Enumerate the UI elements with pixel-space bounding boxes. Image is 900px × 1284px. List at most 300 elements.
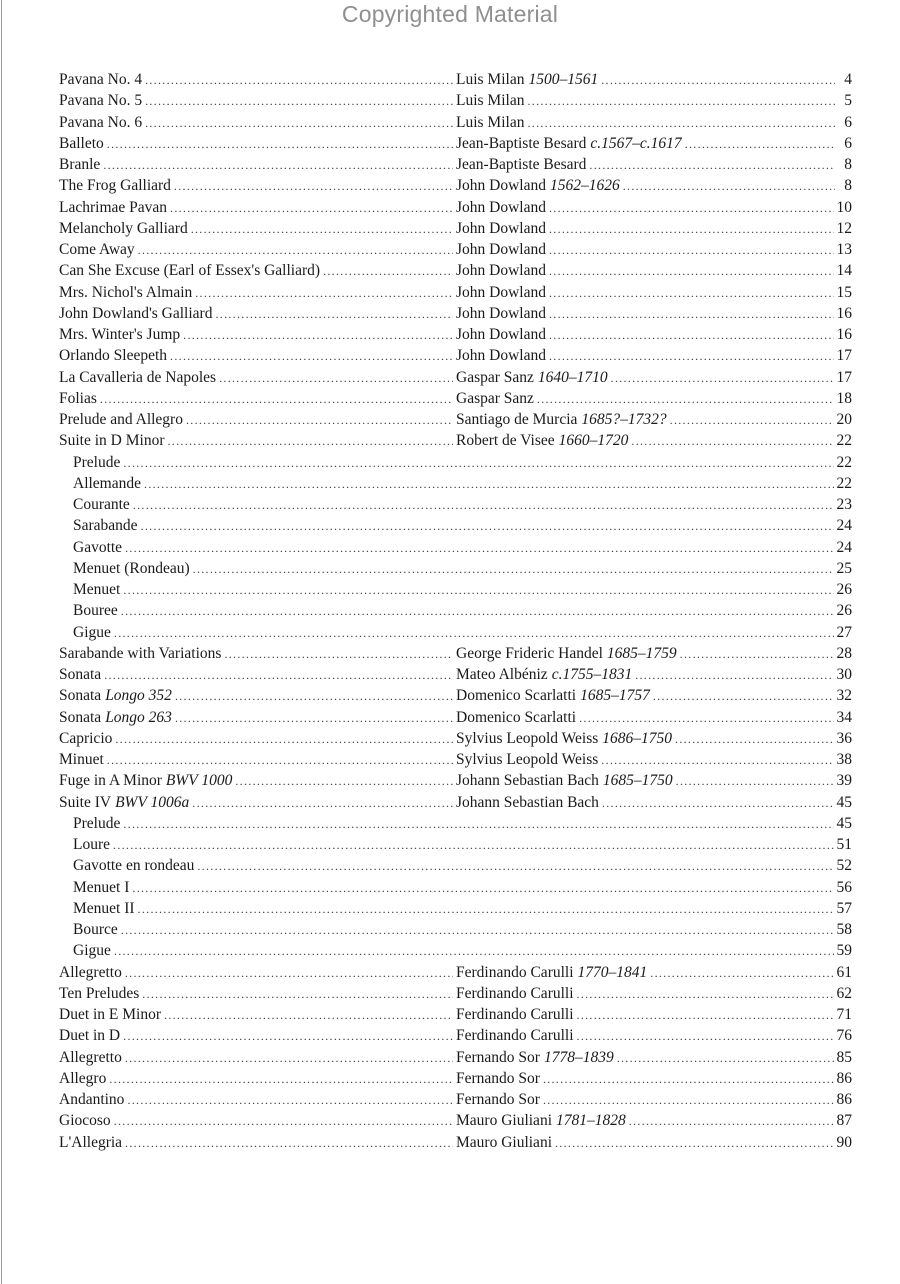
toc-composer: Gaspar Sanz <box>456 368 534 386</box>
dot-leader <box>543 1072 834 1087</box>
toc-page-number: 23 <box>836 496 852 513</box>
toc-page-number: 86 <box>836 1069 852 1087</box>
toc-composer-dates: 1660–1720 <box>558 432 629 450</box>
toc-title: Duet in E Minor <box>59 1006 162 1023</box>
toc-composer-dates: 1685–1750 <box>602 772 673 790</box>
toc-title-column <box>59 114 456 132</box>
toc-page-number: 34 <box>836 708 852 726</box>
dot-leader <box>144 477 833 492</box>
toc-title: Bouree <box>73 602 118 620</box>
toc-entry <box>59 241 852 262</box>
toc-title-column <box>59 71 456 89</box>
toc-title-column <box>59 624 852 642</box>
dot-leader <box>549 328 834 343</box>
toc-subentry <box>59 454 852 475</box>
toc-title-column <box>59 560 852 578</box>
toc-page-number: 5 <box>844 92 852 110</box>
toc-entry <box>59 114 852 135</box>
toc-entry <box>59 1091 852 1112</box>
toc-entry <box>59 666 852 687</box>
toc-title-column <box>59 220 456 238</box>
toc-entry <box>59 284 852 305</box>
toc-subentry <box>59 879 852 900</box>
toc-composer-column <box>456 432 852 450</box>
toc-title-column <box>59 581 852 599</box>
toc-composer-column <box>456 1006 852 1024</box>
toc-entry <box>59 794 852 815</box>
dot-leader <box>195 286 453 301</box>
toc-title: Come Away <box>59 241 135 258</box>
toc-title: Fuge in A Minor <box>59 772 162 790</box>
toc-title-column <box>59 496 852 514</box>
toc-composer: John Dowland <box>456 219 546 237</box>
toc-entry <box>59 411 852 432</box>
dot-leader <box>549 243 834 258</box>
dot-leader <box>617 1051 834 1066</box>
toc-subentry <box>59 539 852 560</box>
toc-title: Suite in D Minor <box>59 432 165 450</box>
toc-title: Menuet I <box>73 878 130 896</box>
toc-title: John Dowland's Galliard <box>59 304 213 322</box>
dot-leader <box>527 94 835 109</box>
toc-subentry <box>59 815 852 836</box>
dot-leader <box>650 966 833 981</box>
toc-page-number: 32 <box>836 687 852 705</box>
toc-subentry <box>59 517 852 538</box>
toc-composer-column <box>456 305 852 323</box>
toc-title-column <box>59 602 852 620</box>
toc-title: Allegretto <box>59 963 122 981</box>
toc-title: Sonata <box>59 687 102 705</box>
toc-page-number: 62 <box>836 984 852 1002</box>
dot-leader <box>132 881 833 896</box>
dot-leader <box>192 796 453 811</box>
toc-title: Menuet (Rondeau) <box>73 559 190 577</box>
dot-leader <box>549 349 834 364</box>
toc-title: The Frog Galliard <box>59 177 171 195</box>
toc-composer: Mauro Giuliani <box>456 1112 552 1130</box>
dot-leader <box>549 307 834 322</box>
dot-leader <box>537 392 834 407</box>
toc-title-column <box>59 1006 456 1024</box>
toc-title: Minuet <box>59 751 104 768</box>
toc-page-number: 25 <box>836 559 852 577</box>
toc-title-column <box>59 347 456 365</box>
toc-entry <box>59 347 852 368</box>
dot-leader <box>107 137 453 152</box>
dot-leader <box>215 307 453 322</box>
toc-page-number: 51 <box>836 836 852 853</box>
toc-subentry <box>59 942 852 963</box>
toc-entry <box>59 751 852 772</box>
toc-composer-column <box>456 284 852 302</box>
toc-title-column <box>59 985 456 1003</box>
toc-title: Loure <box>73 836 111 853</box>
toc-composer-column <box>456 1134 852 1152</box>
toc-title: Capricio <box>59 729 113 747</box>
dot-leader <box>577 1029 834 1044</box>
toc-title: Pavana No. 5 <box>59 92 143 110</box>
toc-title: Menuet II <box>73 899 135 917</box>
toc-composer: John Dowland <box>456 304 546 322</box>
toc-composer-column <box>456 645 852 663</box>
toc-composer: Domenico Scarlatti <box>456 687 577 705</box>
toc-title-column <box>59 964 456 982</box>
toc-composer-column <box>456 262 852 280</box>
toc-page-number: 10 <box>836 198 852 216</box>
toc-composer-dates: 1562–1626 <box>549 177 620 195</box>
toc-entry <box>59 772 852 793</box>
dot-leader <box>103 158 453 173</box>
toc-composer-dates: 1778–1839 <box>543 1048 614 1066</box>
toc-composer-column <box>456 71 852 89</box>
dot-leader <box>125 966 453 981</box>
dot-leader <box>125 1051 453 1066</box>
toc-page-number: 17 <box>836 347 852 365</box>
toc-composer-column <box>456 751 852 769</box>
toc-composer: Gaspar Sanz <box>456 389 534 407</box>
toc-composer-dates: c.1567–c.1617 <box>590 134 682 152</box>
toc-page-number: 4 <box>844 71 852 88</box>
toc-title: Lachrimae Pavan <box>59 198 168 216</box>
toc-composer: Luis Milan <box>456 92 525 110</box>
toc-composer-column <box>456 135 852 153</box>
toc-entry <box>59 326 852 347</box>
toc-composer-column <box>456 687 852 705</box>
toc-subentry <box>59 857 852 878</box>
dot-leader <box>680 647 834 662</box>
dot-leader <box>141 519 834 534</box>
toc-page-number: 52 <box>836 857 852 875</box>
toc-composer-dates: 1640–1710 <box>537 368 608 386</box>
toc-page-number: 22 <box>836 432 852 450</box>
toc-composer-column <box>456 347 852 365</box>
toc-page-number: 22 <box>836 453 852 471</box>
toc-title: Allegro <box>59 1069 107 1087</box>
toc-entry <box>59 177 852 198</box>
toc-title: Gigue <box>73 623 111 641</box>
dot-leader <box>219 371 453 386</box>
dot-leader <box>589 158 835 173</box>
toc-composer-column <box>456 1027 852 1045</box>
toc-page-number: 27 <box>836 623 852 641</box>
toc-composer-dates: 1685–1759 <box>606 644 677 662</box>
toc-composer-column <box>456 326 852 344</box>
toc-title: Duet in D <box>59 1027 121 1045</box>
toc-composer: Johann Sebastian Bach <box>456 793 599 811</box>
toc-entry <box>59 156 852 177</box>
toc-title-column <box>59 1112 456 1130</box>
dot-leader <box>115 732 453 747</box>
toc-subentry <box>59 836 852 857</box>
toc-page-number: 20 <box>836 411 852 428</box>
toc-composer: John Dowland <box>456 241 546 258</box>
toc-title-column <box>59 539 852 557</box>
dot-leader <box>635 668 833 683</box>
toc-composer: Johann Sebastian Bach <box>456 772 599 790</box>
toc-title-column <box>59 1049 456 1067</box>
dot-leader <box>107 753 453 768</box>
toc-page-number: 30 <box>836 666 852 683</box>
toc-page-number: 26 <box>836 581 852 598</box>
toc-entry <box>59 220 852 241</box>
toc-composer-column <box>456 199 852 217</box>
toc-composer: Fernando Sor <box>456 1048 540 1066</box>
toc-page-number: 17 <box>836 368 852 386</box>
toc-entry <box>59 92 852 113</box>
toc-page-number: 85 <box>836 1048 852 1066</box>
toc-subentry <box>59 602 852 623</box>
toc-title: Sonata <box>59 666 102 683</box>
toc-title: Can She Excuse (Earl of Essex's Galliard) <box>59 262 321 280</box>
toc-title-column <box>59 390 456 408</box>
toc-title: Gigue <box>73 942 111 960</box>
dot-leader <box>549 201 834 216</box>
dot-leader <box>114 1114 453 1129</box>
toc-title-column <box>59 262 456 280</box>
toc-subentry <box>59 475 852 496</box>
toc-entry <box>59 985 852 1006</box>
dot-leader <box>197 859 833 874</box>
toc-title-column <box>59 709 456 727</box>
toc-page-number: 15 <box>836 283 852 301</box>
toc-title: Mrs. Nichol's Almain <box>59 283 193 301</box>
dot-leader <box>629 1114 834 1129</box>
toc-title: Ten Preludes <box>59 984 140 1002</box>
toc-title-column <box>59 772 456 790</box>
toc-composer: John Dowland <box>456 326 546 343</box>
toc-title-column <box>59 1027 456 1045</box>
toc-entry <box>59 1070 852 1091</box>
dot-leader <box>623 179 835 194</box>
toc-composer-dates: c.1755–1831 <box>551 666 633 683</box>
toc-title: Andantino <box>59 1091 125 1108</box>
toc-title-column <box>59 369 456 387</box>
toc-subentry <box>59 560 852 581</box>
toc-composer-column <box>456 369 852 387</box>
dot-leader <box>611 371 834 386</box>
dot-leader <box>123 817 833 832</box>
toc-composer: Sylvius Leopold Weiss <box>456 751 599 768</box>
toc-title: Menuet <box>73 581 121 598</box>
toc-page-number: 45 <box>836 814 852 832</box>
dot-leader <box>113 838 833 853</box>
toc-composer: Ferdinando Carulli <box>456 963 574 981</box>
toc-composer: Mauro Giuliani <box>456 1133 552 1151</box>
toc-title: Courante <box>73 496 130 513</box>
dot-leader <box>191 222 453 237</box>
dot-leader <box>174 179 453 194</box>
dot-leader <box>601 753 833 768</box>
toc-title-column <box>59 475 852 493</box>
dot-leader <box>125 541 833 556</box>
dot-leader <box>653 689 834 704</box>
dot-leader <box>224 647 453 662</box>
toc-composer: John Dowland <box>456 347 546 365</box>
dot-leader <box>323 264 453 279</box>
toc-entry <box>59 730 852 751</box>
toc-composer: Ferdinando Carulli <box>456 984 574 1002</box>
toc-page-number: 8 <box>844 156 852 173</box>
toc-page-number: 45 <box>836 793 852 811</box>
toc-page-number: 18 <box>836 389 852 407</box>
toc-composer-column <box>456 114 852 132</box>
toc-title: Prelude <box>73 814 121 832</box>
toc-composer: Fernando Sor <box>456 1091 540 1108</box>
dot-leader <box>170 201 453 216</box>
toc-title-catalog: Longo 263 <box>105 708 172 726</box>
toc-title-column <box>59 645 456 663</box>
toc-composer-column <box>456 1112 852 1130</box>
dot-leader <box>549 222 834 237</box>
toc-subentry <box>59 581 852 602</box>
toc-title-column <box>59 815 852 833</box>
toc-composer-dates: 1500–1561 <box>528 71 599 88</box>
dot-leader <box>170 349 453 364</box>
toc-composer-column <box>456 156 852 174</box>
dot-leader <box>114 626 834 641</box>
toc-title: Pavana No. 6 <box>59 113 143 131</box>
toc-composer-column <box>456 794 852 812</box>
dot-leader <box>123 456 833 471</box>
toc-title: Prelude and Allegro <box>59 411 183 428</box>
toc-title-column <box>59 1070 456 1088</box>
dot-leader <box>142 987 453 1002</box>
toc-title: Folias <box>59 389 97 407</box>
toc-title: Sarabande with Variations <box>59 644 222 662</box>
toc-entry <box>59 1134 852 1155</box>
toc-composer: George Frideric Handel <box>456 644 603 662</box>
toc-entry <box>59 390 852 411</box>
toc-title: L'Allegria <box>59 1133 123 1151</box>
dot-leader <box>193 562 834 577</box>
toc-title: Suite IV <box>59 793 112 811</box>
dot-leader <box>125 1136 453 1151</box>
toc-entry <box>59 262 852 283</box>
dot-leader <box>123 1029 453 1044</box>
toc-composer-column <box>456 220 852 238</box>
toc-title-column <box>59 687 456 705</box>
dot-leader <box>175 689 453 704</box>
dot-leader <box>175 711 453 726</box>
toc-composer-column <box>456 666 852 684</box>
toc-title: Gavotte en rondeau <box>73 857 195 875</box>
toc-composer-column <box>456 177 852 195</box>
toc-composer-column <box>456 390 852 408</box>
dot-leader <box>685 137 835 152</box>
toc-entry <box>59 432 852 453</box>
toc-title: Bource <box>73 921 118 938</box>
toc-page-number: 87 <box>836 1112 852 1130</box>
toc-title-column <box>59 177 456 195</box>
toc-composer: Santiago de Murcia <box>456 411 578 428</box>
toc-composer-dates: 1686–1750 <box>602 729 673 747</box>
dot-leader <box>555 1136 834 1151</box>
toc-entry <box>59 369 852 390</box>
toc-page-number: 56 <box>836 878 852 896</box>
toc-title: Allemande <box>73 474 142 492</box>
toc-title-column <box>59 454 852 472</box>
toc-composer: Robert de Visee <box>456 432 555 450</box>
toc-composer-dates: 1770–1841 <box>577 963 648 981</box>
toc-page-number: 86 <box>836 1091 852 1108</box>
toc-entry <box>59 645 852 666</box>
toc-composer: Mateo Albéniz <box>456 666 548 683</box>
toc-page-number: 26 <box>836 602 852 620</box>
toc-composer: John Dowland <box>456 177 546 195</box>
toc-title-column <box>59 411 456 429</box>
toc-page-number: 8 <box>844 177 852 195</box>
toc-title-column <box>59 921 852 939</box>
toc-composer-column <box>456 964 852 982</box>
dot-leader <box>549 264 834 279</box>
toc-title-column <box>59 751 456 769</box>
dot-leader <box>670 413 834 428</box>
toc-page-number: 59 <box>836 942 852 960</box>
toc-page-number: 16 <box>836 304 852 322</box>
dot-leader <box>145 116 453 131</box>
toc-entry <box>59 71 852 92</box>
toc-subentry <box>59 900 852 921</box>
toc-title: Sonata <box>59 708 102 726</box>
toc-entry <box>59 687 852 708</box>
toc-composer: Jean-Baptiste Besard <box>456 156 587 173</box>
toc-entry <box>59 135 852 156</box>
toc-composer: Luis Milan <box>456 113 525 131</box>
toc-page-number: 36 <box>836 729 852 747</box>
toc-composer: John Dowland <box>456 283 546 301</box>
toc-title: Prelude <box>73 453 121 471</box>
toc-composer-dates: 1781–1828 <box>556 1112 626 1130</box>
toc-page-number: 76 <box>836 1027 852 1045</box>
toc-title-column <box>59 241 456 259</box>
dot-leader <box>100 392 453 407</box>
dot-leader <box>579 711 833 726</box>
toc-title-catalog: BWV 1006a <box>115 793 190 811</box>
toc-composer-column <box>456 411 852 429</box>
toc-title-column <box>59 135 456 153</box>
dot-leader <box>114 944 834 959</box>
dot-leader <box>145 73 453 88</box>
toc-page-number: 57 <box>836 899 852 917</box>
toc-title-column <box>59 305 456 323</box>
toc-title: Allegretto <box>59 1048 122 1066</box>
toc-page-number: 61 <box>836 963 852 981</box>
dot-leader <box>109 1072 453 1087</box>
toc-page-number: 24 <box>836 538 852 556</box>
toc-title: Mrs. Winter's Jump <box>59 326 181 343</box>
toc-composer: John Dowland <box>456 262 546 280</box>
toc-title-column <box>59 156 456 174</box>
dot-leader <box>133 498 834 513</box>
toc-title-catalog: Longo 352 <box>105 687 172 705</box>
toc-page-number: 16 <box>836 326 852 343</box>
toc-page-number: 14 <box>836 262 852 280</box>
toc-composer-column <box>456 1070 852 1088</box>
toc-entry <box>59 199 852 220</box>
toc-composer: Domenico Scarlatti <box>456 708 577 726</box>
dot-leader <box>121 604 834 619</box>
toc-composer-column <box>456 1049 852 1067</box>
toc-composer-column <box>456 709 852 727</box>
toc-page-number: 71 <box>836 1006 852 1023</box>
toc-composer-column <box>456 772 852 790</box>
dot-leader <box>527 116 835 131</box>
dot-leader <box>675 732 833 747</box>
toc-subentry <box>59 624 852 645</box>
toc-entry <box>59 1112 852 1133</box>
dot-leader <box>123 583 833 598</box>
